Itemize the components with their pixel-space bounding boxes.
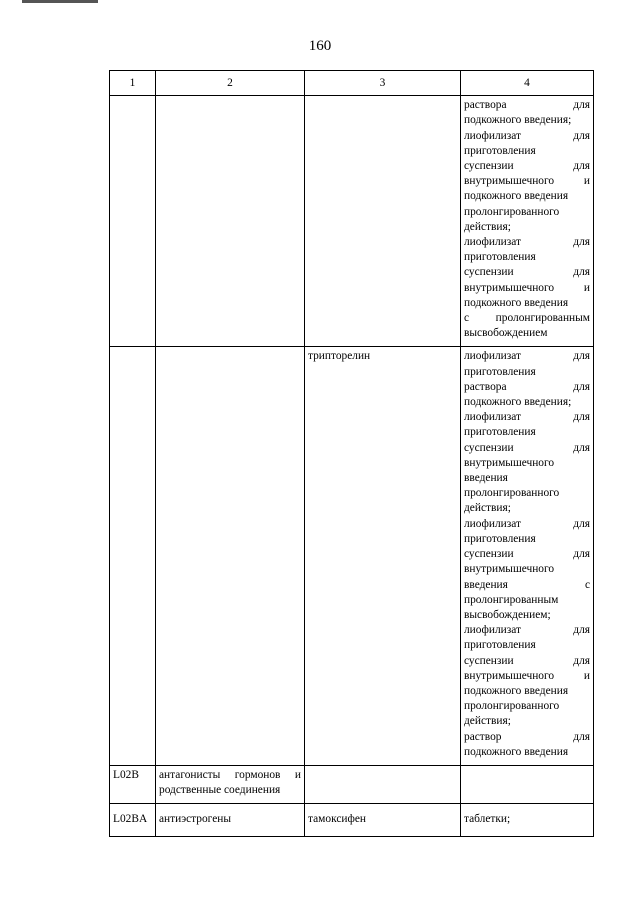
dosage-form-line: пролонгированного (464, 205, 560, 218)
page-number: 160 (308, 38, 332, 54)
group-cell: антиэстрогены (156, 804, 305, 836)
dosage-form-line: внутримышечного и (464, 175, 590, 188)
dosage-form-line: внутримышечного (464, 456, 555, 469)
dosage-form-line: пролонгированным (464, 593, 559, 606)
dosage-form-line: раствора для (464, 99, 590, 112)
dosage-form-line: введения с (464, 578, 590, 591)
drug-table (109, 70, 594, 837)
table-row (110, 347, 594, 765)
table-row (110, 96, 594, 347)
dosage-form-line: лиофилизат для (464, 411, 590, 424)
code-cell: L02B (110, 765, 156, 803)
dosage-form-line: приготовления (464, 426, 536, 439)
dosage-form-line: высвобождением (464, 327, 548, 340)
dosage-form-line: лиофилизат для (464, 624, 590, 637)
header-col-3: 3 (305, 71, 461, 96)
code-cell: L02BA (110, 804, 156, 836)
dosage-form-line: действия; (464, 220, 511, 233)
dosage-form-line: приготовления (464, 144, 536, 157)
group-cell (156, 347, 305, 765)
dosage-form-line: подкожного введения (464, 684, 569, 697)
group-cell (156, 765, 305, 803)
group-name-line: антагонисты гормонов и (159, 768, 301, 781)
dosage-form-line: суспензии для (464, 160, 590, 173)
dosage-form-line: подкожного введения (464, 296, 569, 309)
dosage-form-line: лиофилизат для (464, 236, 590, 249)
dosage-form-line: действия; (464, 715, 511, 728)
scan-edge-mark (22, 0, 98, 3)
dosage-form-line: лиофилизат для (464, 129, 590, 142)
drug-cell: трипторелин (305, 347, 461, 765)
dosage-form-line: суспензии для (464, 654, 590, 667)
dosage-forms-cell (461, 347, 594, 765)
dosage-form-line: приготовления (464, 532, 536, 545)
dosage-form-line: пролонгированного (464, 487, 560, 500)
table-header-row (110, 71, 594, 96)
dosage-form-line: введения (464, 472, 508, 485)
table-row (110, 765, 594, 803)
code-cell (110, 96, 156, 347)
dosage-form-line: суспензии для (464, 441, 590, 454)
dosage-forms-cell (461, 804, 594, 836)
header-col-1: 1 (110, 71, 156, 96)
dosage-form-line: с пролонгированным (464, 312, 590, 325)
dosage-form-line: внутримышечного и (464, 669, 590, 682)
dosage-form-line: раствор для (464, 730, 590, 743)
dosage-form-line: приготовления (464, 365, 536, 378)
dosage-forms-cell (461, 765, 594, 803)
dosage-form-line: лиофилизат для (464, 350, 590, 363)
drug-cell (305, 96, 461, 347)
dosage-form-line: пролонгированного (464, 700, 560, 713)
dosage-form-line: подкожного введения (464, 190, 569, 203)
dosage-form-line: внутримышечного (464, 563, 555, 576)
dosage-form-line: действия; (464, 502, 511, 515)
group-cell (156, 96, 305, 347)
dosage-form-line: лиофилизат для (464, 517, 590, 530)
drug-cell: тамоксифен (305, 804, 461, 836)
dosage-forms-cell (461, 96, 594, 347)
header-col-4: 4 (461, 71, 594, 96)
dosage-form-line: приготовления (464, 639, 536, 652)
header-col-2: 2 (156, 71, 305, 96)
table-row (110, 804, 594, 836)
dosage-form-line: подкожного введения; (464, 114, 572, 127)
dosage-form-line: высвобождением; (464, 608, 551, 621)
group-name-line: родственные соединения (159, 784, 281, 797)
code-cell (110, 347, 156, 765)
dosage-form-line: таблетки; (464, 813, 511, 826)
dosage-form-line: подкожного введения (464, 745, 569, 758)
dosage-form-line: суспензии для (464, 548, 590, 561)
drug-cell (305, 765, 461, 803)
dosage-form-line: раствора для (464, 380, 590, 393)
dosage-form-line: внутримышечного и (464, 281, 590, 294)
dosage-form-line: суспензии для (464, 266, 590, 279)
dosage-form-line: приготовления (464, 251, 536, 264)
dosage-form-line: подкожного введения; (464, 396, 572, 409)
